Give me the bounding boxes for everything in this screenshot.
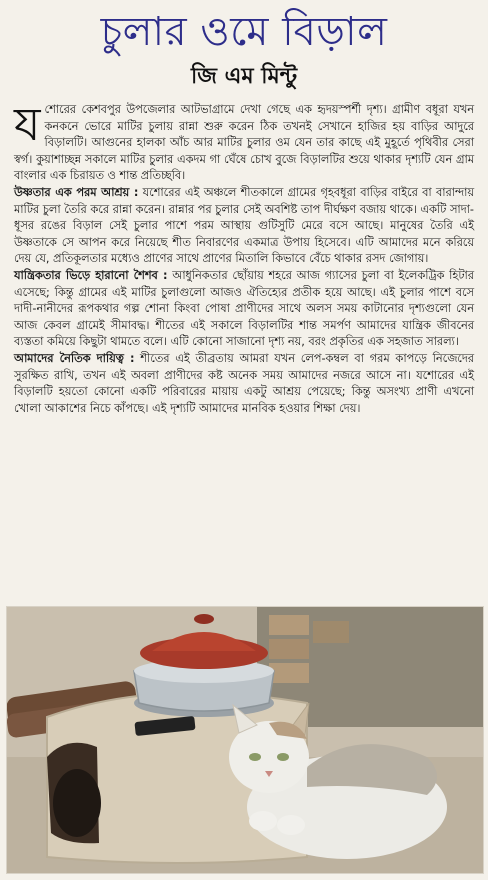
byline: জি এম মিন্টু bbox=[190, 64, 298, 89]
drop-cap: য bbox=[14, 97, 41, 151]
section-text-2: আধুনিকতার ছোঁয়ায় শহরে আজ গ্যাসের চুলা বা ইলেকট্রিক হিটার এসেছে; কিন্তু গ্রামের এই মাটির চুলাগুলো আজও ঐতিহ্যের প্রতীক হয়ে আছে। এই চুলার পাশে বসে দাদী-নানীদের রূপকথার গল্প শোনা কিংবা পোষা প্রাণীদের সাথে অলস সময় কাটানোর দৃশ্যগুলো যেন আজ কেবল গ্রামেই সীমাবদ্ধ। শীতের এই সকালে বিড়ালটির শান্ত সমর্পণ আমাদের যান্ত্রিক জীবনের ব্যস্ততা কমিয়ে কিছুটা থামতে বলে। এটি কোনো সাজানো দৃশ্য নয়, বরং প্রকৃতির এক সহজাত সারল্য। bbox=[14, 268, 474, 349]
section-heading-2: যান্ত্রিকতার ভিড়ে হারানো শৈশব : bbox=[14, 268, 168, 282]
section-paragraph-1 bbox=[14, 185, 474, 268]
section-heading-1: উষ্ণতার এক পরম আশ্রয় : bbox=[14, 185, 139, 199]
intro-paragraph bbox=[14, 97, 474, 185]
section-text-1: যশোরের এই অঞ্চলে শীতকালে গ্রামের গৃহবধূরা বাড়ির বাইরে বা বারান্দায় মাটির চুলা তৈরি করে রান্না করেন। রান্নার পর চুলার সেই অবশিষ্ট তাপ দীর্ঘক্ষণ বজায় থাকে। একটি সাদা-ধূসর রঙের বিড়াল সেই চুলার পাশে পরম আস্থায় গুটিসুটি মেরে বসে আছে। মানুষের তৈরি এই উষ্ণতাকে সে আপন করে নিয়েছে শীত নিবারণের একমাত্র উপায় হিসেবে। এটি আমাদের মনে করিয়ে দেয় যে, প্রতিকূলতার মধ্যেও প্রাণের সাথে প্রাণের মিতালি কিভাবে বেঁচে থাকার রসদ জোগায়। bbox=[14, 185, 474, 266]
section-paragraph-2 bbox=[14, 268, 474, 351]
intro-text: শোরের কেশবপুর উপজেলার আটভাগ্রামে দেখা গেছে এক হৃদয়স্পর্শী দৃশ্য। গ্রামীণ বধূরা যখন কনকনে ভোরে মাটির চুলায় রান্না শুরু করেন ঠিক তখনই সেখানে হাজির হয় বাড়ির আদুরে বিড়ালটি। আগুনের হালকা আঁচ আর মাটির চুলার ওম যেন তার কাছে এই মুহূর্তে পৃথিবীর সেরা স্বর্গ। কুয়াশাচ্ছন্ন সকালে মাটির চুলার একদম গা ঘেঁষে চোখ বুজে বিড়ালটির শুয়ে থাকার দৃশ্যটি যেন গ্রাম বাংলার এক চিরায়ত ও শান্ত প্রতিচ্ছবি। bbox=[14, 103, 474, 183]
section-paragraph-3 bbox=[14, 351, 474, 417]
headline: চুলার ওমে বিড়াল bbox=[100, 9, 388, 55]
section-text-3: শীতের এই তীব্রতায় আমরা যখন লেপ-কম্বল বা গরম কাপড়ে নিজেদের সুরক্ষিত রাখি, তখন এই অবলা প্রাণীদের কষ্ট অনেক সময় আমাদের নজরে আসে না। যশোরের এই বিড়ালটি হয়তো কোনো একটি পরিবারের মায়ায় একটু আশ্রয় পেয়েছে; কিন্তু অসংখ্য প্রাণী এখনো খোলা আকাশের নিচে কাঁপছে। এই দৃশ্যটি আমাদের মানবিক হওয়ার শিক্ষা দেয়। bbox=[14, 351, 474, 415]
article-photo bbox=[6, 606, 484, 874]
cat-by-clay-stove-illustration bbox=[7, 607, 483, 873]
article-body bbox=[14, 97, 474, 417]
section-heading-3: আমাদের নৈতিক দায়িত্ব : bbox=[14, 351, 135, 365]
